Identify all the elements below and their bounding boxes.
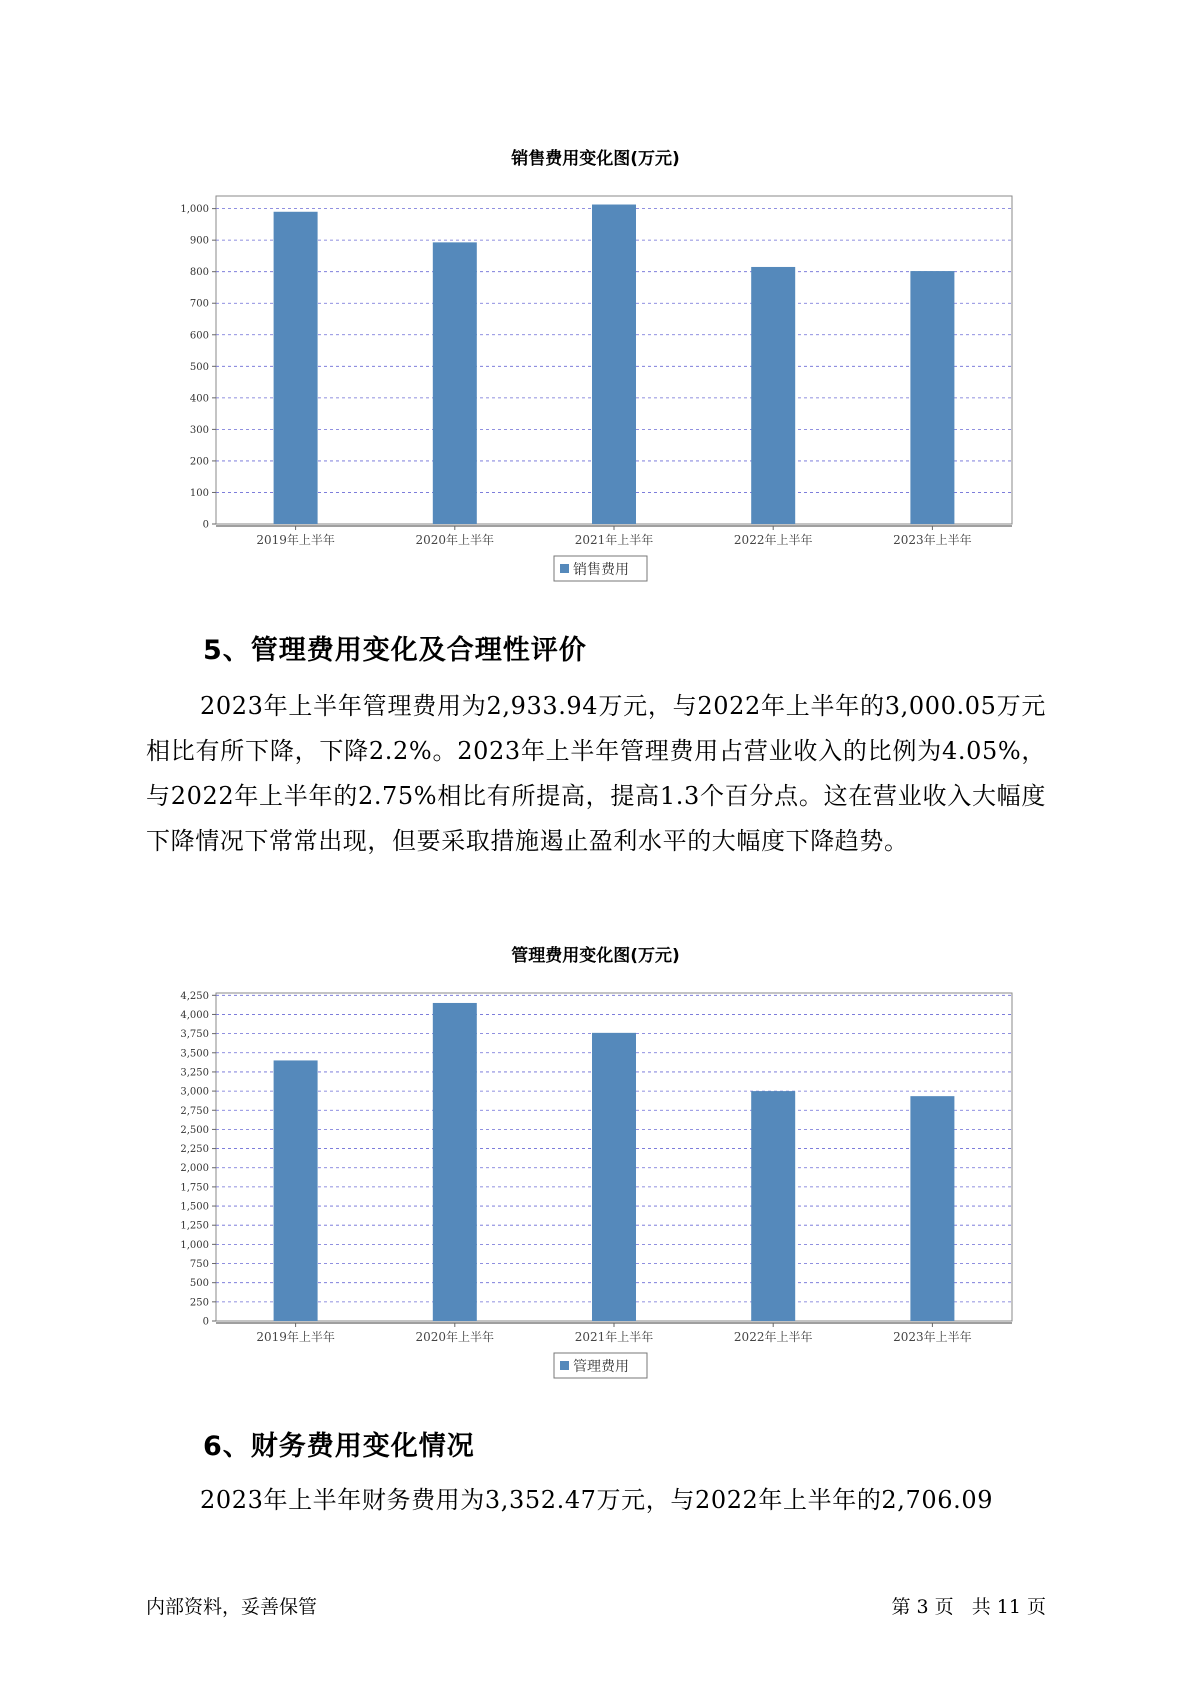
y-tick-label: 1,000 bbox=[180, 1239, 209, 1251]
y-tick-label: 2,250 bbox=[180, 1144, 209, 1156]
y-tick-label: 600 bbox=[189, 330, 209, 342]
x-tick-label: 2020年上半年 bbox=[415, 1330, 495, 1344]
sales-expense-chart bbox=[0, 170, 1191, 590]
bar bbox=[433, 242, 477, 524]
chart2-title: 管理费用变化图(万元) bbox=[511, 946, 680, 966]
legend-swatch bbox=[560, 564, 569, 573]
y-tick-label: 2,500 bbox=[180, 1124, 209, 1136]
bar bbox=[592, 1033, 636, 1321]
y-tick-label: 1,750 bbox=[180, 1182, 209, 1194]
legend-label: 管理费用 bbox=[573, 1359, 629, 1375]
legend bbox=[554, 556, 647, 581]
legend bbox=[554, 1353, 647, 1378]
y-tick-label: 4,000 bbox=[180, 1009, 209, 1021]
footer-left: 内部资料，妥善保管 bbox=[146, 1596, 318, 1618]
y-tick-label: 0 bbox=[202, 519, 209, 531]
y-tick-label: 750 bbox=[189, 1259, 209, 1271]
y-tick-label: 1,250 bbox=[180, 1220, 209, 1232]
x-tick-label: 2019年上半年 bbox=[256, 1330, 335, 1344]
y-tick-label: 500 bbox=[189, 1278, 209, 1290]
x-tick-label: 2023年上半年 bbox=[893, 533, 972, 547]
y-tick-label: 3,000 bbox=[180, 1086, 209, 1098]
y-tick-label: 2,750 bbox=[180, 1105, 209, 1117]
legend-swatch bbox=[560, 1361, 569, 1370]
x-tick-label: 2021年上半年 bbox=[574, 533, 654, 547]
chart1-title: 销售费用变化图(万元) bbox=[511, 149, 680, 169]
bar bbox=[751, 1091, 795, 1321]
bar bbox=[274, 212, 318, 524]
bar bbox=[751, 267, 795, 524]
bar bbox=[433, 1003, 477, 1321]
y-tick-label: 2,000 bbox=[180, 1163, 209, 1175]
admin-expense-chart bbox=[0, 967, 1191, 1387]
bar bbox=[910, 271, 954, 524]
y-tick-label: 3,500 bbox=[180, 1048, 209, 1060]
x-tick-label: 2019年上半年 bbox=[256, 533, 335, 547]
y-tick-label: 1,000 bbox=[180, 204, 209, 216]
y-tick-label: 100 bbox=[189, 487, 209, 499]
y-tick-label: 400 bbox=[189, 393, 209, 405]
x-tick-label: 2020年上半年 bbox=[415, 533, 495, 547]
y-tick-label: 3,750 bbox=[180, 1029, 209, 1041]
y-tick-label: 250 bbox=[189, 1297, 209, 1309]
footer-right: 第 3 页 共 11 页 bbox=[891, 1596, 1046, 1618]
y-tick-label: 200 bbox=[189, 456, 209, 468]
section-heading-6: 6、财务费用变化情况 bbox=[203, 1431, 475, 1462]
section-paragraph-5: 2023年上半年管理费用为2,933.94万元，与2022年上半年的3,000.05万元相比有所下降，下降2.2%。2023年上半年管理费用占营业收入的比例为4.05%，与2022年上半年的2.75%相比有所提高，提高1.3个百分点。这在营业收入大幅度下降情况下常常出现，但要采取措施遏止盈利水平的大幅度下降趋势。 bbox=[146, 692, 1046, 855]
y-tick-label: 300 bbox=[189, 424, 209, 436]
x-tick-label: 2023年上半年 bbox=[893, 1330, 972, 1344]
x-tick-label: 2021年上半年 bbox=[574, 1330, 654, 1344]
bar bbox=[592, 205, 636, 524]
x-tick-label: 2022年上半年 bbox=[733, 533, 813, 547]
y-tick-label: 0 bbox=[202, 1316, 209, 1328]
y-tick-label: 4,250 bbox=[180, 990, 209, 1002]
x-tick-label: 2022年上半年 bbox=[733, 1330, 813, 1344]
bar bbox=[910, 1096, 954, 1321]
y-tick-label: 3,250 bbox=[180, 1067, 209, 1079]
bar bbox=[274, 1060, 318, 1321]
legend-label: 销售费用 bbox=[573, 562, 629, 578]
y-tick-label: 500 bbox=[189, 361, 209, 373]
y-tick-label: 800 bbox=[189, 267, 209, 279]
y-tick-label: 1,500 bbox=[180, 1201, 209, 1213]
section-paragraph-6: 2023年上半年财务费用为3,352.47万元，与2022年上半年的2,706.09 bbox=[200, 1486, 994, 1514]
section-heading-5: 5、管理费用变化及合理性评价 bbox=[203, 635, 587, 666]
y-tick-label: 900 bbox=[189, 235, 209, 247]
y-tick-label: 700 bbox=[189, 298, 209, 310]
